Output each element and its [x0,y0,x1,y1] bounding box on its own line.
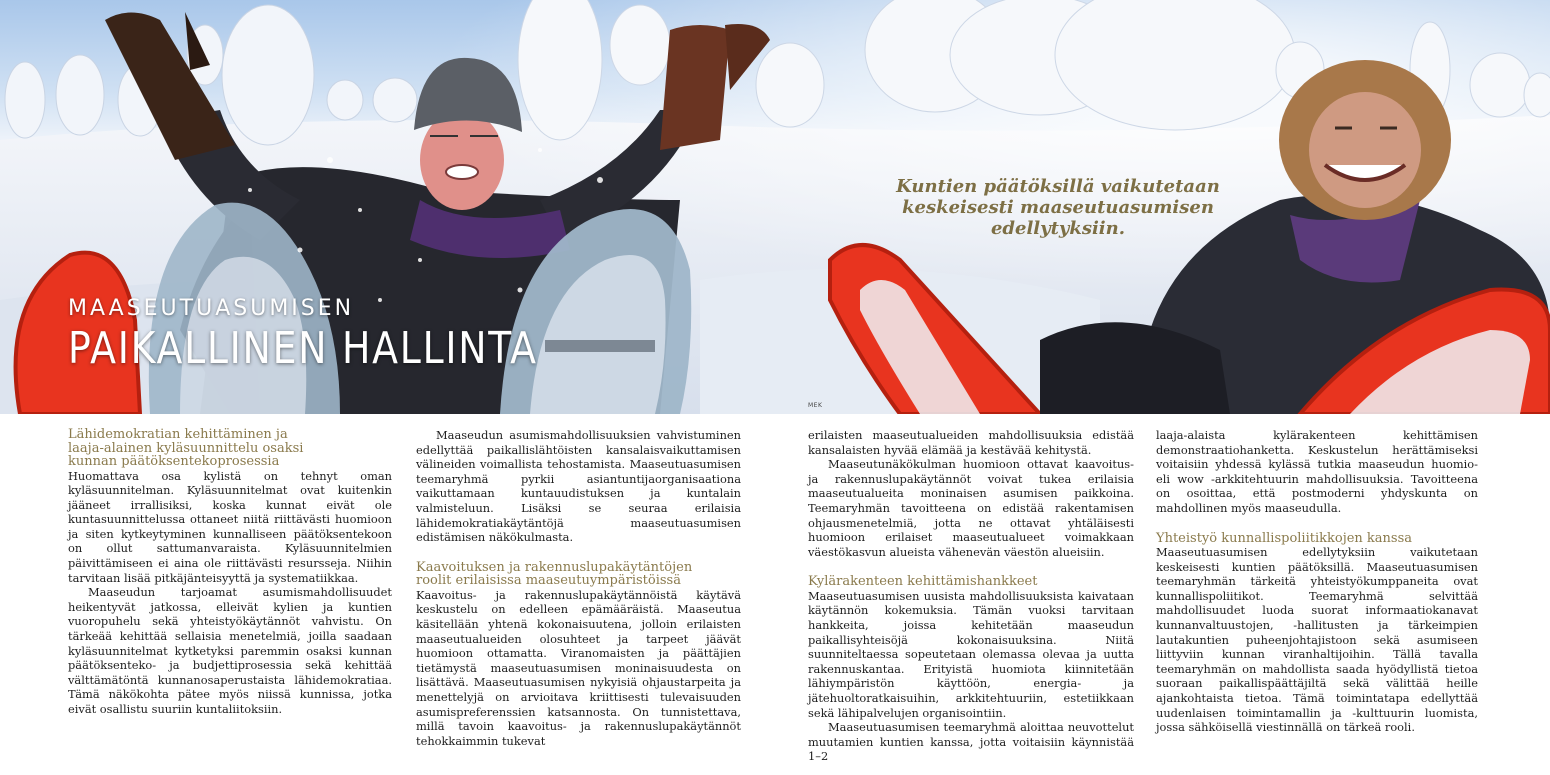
body-paragraph: erilaisten maaseutualueiden mahdollisuuksia edistää kansalaisten hyvää elämää ja kestävää kehitystä. [808,428,1134,457]
title-headline: PAIKALLINEN HALLINTA [68,323,538,374]
body-paragraph: Maaseutuasumisen teemaryhmä aloittaa neuvottelut muutamien kuntien kanssa, jotta voitaisiin käynnistää 1–2 [808,720,1134,764]
body-paragraph: Maaseutuasumisen uusista mahdollisuuksista kaivataan käytännön kokemuksia. Tämän vuoksi tarvitaan hankkeita, joissa kehitetään maaseudun paikallisyhteisöjä kokonaisuuksina. Niitä suunniteltaessa sopeutetaan olemassa olevaa ja uutta rakennuskantaa. Erityistä huomiota kiinnitetään lähiympäristön käyttöön, energia- ja jätehuoltoratkaisuihin, arkkitehtuuriin, estetiikkaan sekä lähipalvelujen organisointiin. [808,588,1134,720]
body-paragraph: Maaseutunäkökulman huomioon ottavat kaavoitus- ja rakennuslupakäytännöt voivat tukea erilaisia maaseutualueita moninaisen asumisen paikkoina. Teemaryhmän tavoitteena on edistää rakentamisen ohjausmenetelmiä, jotta ne ottavat yhtäläisesti huomioon erilaiset maaseutualueet voimakkaan väestökasvun alueista vähenevän väestön alueisiin. [808,457,1134,559]
text-column-3 [808,428,1134,764]
title-kicker: MAASEUTUASUMISEN [68,296,355,321]
text-column-2 [416,428,741,748]
body-paragraph: Maaseutuasumisen edellytyksiin vaikutetaan keskeisesti kuntien päätöksillä. Maaseutuasumisen teemaryhmän tärkeitä yhteistyökumppaneita ovat kunnallispoliitikot. Teemaryhmä selvittää mahdollisuudet luoda suorat informaatiokanavat kunnanvaltuustojen, -hallitusten ja tärkeimpien lautakuntien puheenjohtajistoon sekä asumiseen liittyviin kunnan viranhaltijoihin. Tällä tavalla teemaryhmän on mahdollista saada hyödyllistä tietoa suoraan paikallispäättäjiltä sekä välittää heille ajankohtaista tietoa. Tämä toimintatapa edellyttää uudenlaisen toimintamallin ja -kulttuurin luomista, jossa sähköisellä viestinnällä on tärkeä rooli. [1156,545,1478,735]
body-paragraph: laaja-alaista kylärakenteen kehittämisen demonstraatiohanketta. Keskustelun herättämiseksi voitaisiin yhdessä kylässä tutkia maaseudun huomio- eli wow -arkkitehtuurin mahdollisuuksia. Tavoitteena on osoittaa, että postmoderni yhdyskunta on mahdollinen myös maaseudulla. [1156,428,1478,515]
article-title [68,296,614,373]
photo-credit: MEK [808,402,823,409]
section-heading: Kaavoituksen ja rakennuslupakäytäntöjen roolit erilaisissa maaseutuympäristöissä [416,559,693,589]
section-heading: Yhteistyö kunnallispoliitikkojen kanssa [1156,530,1413,546]
text-column-1 [68,428,392,717]
pull-quote: Kuntien päätöksillä vaikutetaan keskeisesti maaseutuasumisen edellytyksiin. [896,176,1220,239]
text-column-4 [1156,428,1478,735]
section-heading: Lähidemokratian kehittäminen ja laaja-alainen kyläsuunnittelu osaksi kunnan päätöksentekoprosessia [68,427,304,469]
body-paragraph: Maaseudun asumismahdollisuuksien vahvistuminen edellyttää paikallislähtöisten kansalaisvaikuttamisen välineiden voimallista tehostamista. Maaseutuasumisen teemaryhmä pyrkii asiantuntijaorganisaationa vaikuttamaan kuntauudistuksen ja kuntalain valmisteluun. Lisäksi se seuraa erilaisia lähidemokratiakäytäntöjä maaseutuasumisen edistämisen näkökulmasta. [416,428,741,545]
body-paragraph: Kaavoitus- ja rakennuslupakäytännöistä käytävä keskustelu on edelleen epämääräistä. Maaseutua käsitellään yhtenä kokonaisuutena, jolloin erilaisten maaseutualueiden olosuhteet ja tarpeet jäävät huomioon ottamatta. Viranomaisten ja päättäjien tietämystä maaseutuasumisen moninaisuudesta on lisättävä. Maaseutuasumisen nykyisiä ohjaustarpeita ja menettelyjä on arvioitava kriittisesti tulevaisuuden asumispreferenssien katsannosta. On tunnistettava, millä tavoin kaavoitus- ja rakennuslupakäytännöt tehokkaimmin tukevat [416,587,741,748]
body-paragraph: Maaseudun tarjoamat asumismahdollisuudet heikentyvät jatkossa, elleivät kylien ja kuntien vuoropuhelu sekä yhteistyökäytännöt vahvistu. On tärkeää kehittää sellaisia menetelmiä, joilla saadaan kyläsuunnitelmat kytketyksi paremmin osaksi kunnan päätöksenteko- ja budjettiprosessia sekä kehittää välttämätöntä kunnanosaperustaista lähidemokratiaa. Tämä näkökohta pätee myös niissä kunnissa, jotka eivät osallistu suuriin kuntaliitoksiin. [68,585,392,716]
section-heading: Kylärakenteen kehittämishankkeet [808,574,1038,590]
body-paragraph: Huomattava osa kylistä on tehnyt oman kyläsuunnitelman. Kyläsuunnitelmat ovat kuitenkin jääneet irrallisiksi, koska kunnat eivät ole kuntasuunnittelussa ottaneet niitä riittävästi huomioon ja siten kytkeytyminen kunnalliseen päätöksentekoon on ollut sattumanvaraista. Kyläsuunnitelmien päivittämiseen ei aina ole riittävästi resursseja. Niihin tarvitaan lisää pitkäjänteisyyttä ja systematiikkaa. [68,468,392,585]
